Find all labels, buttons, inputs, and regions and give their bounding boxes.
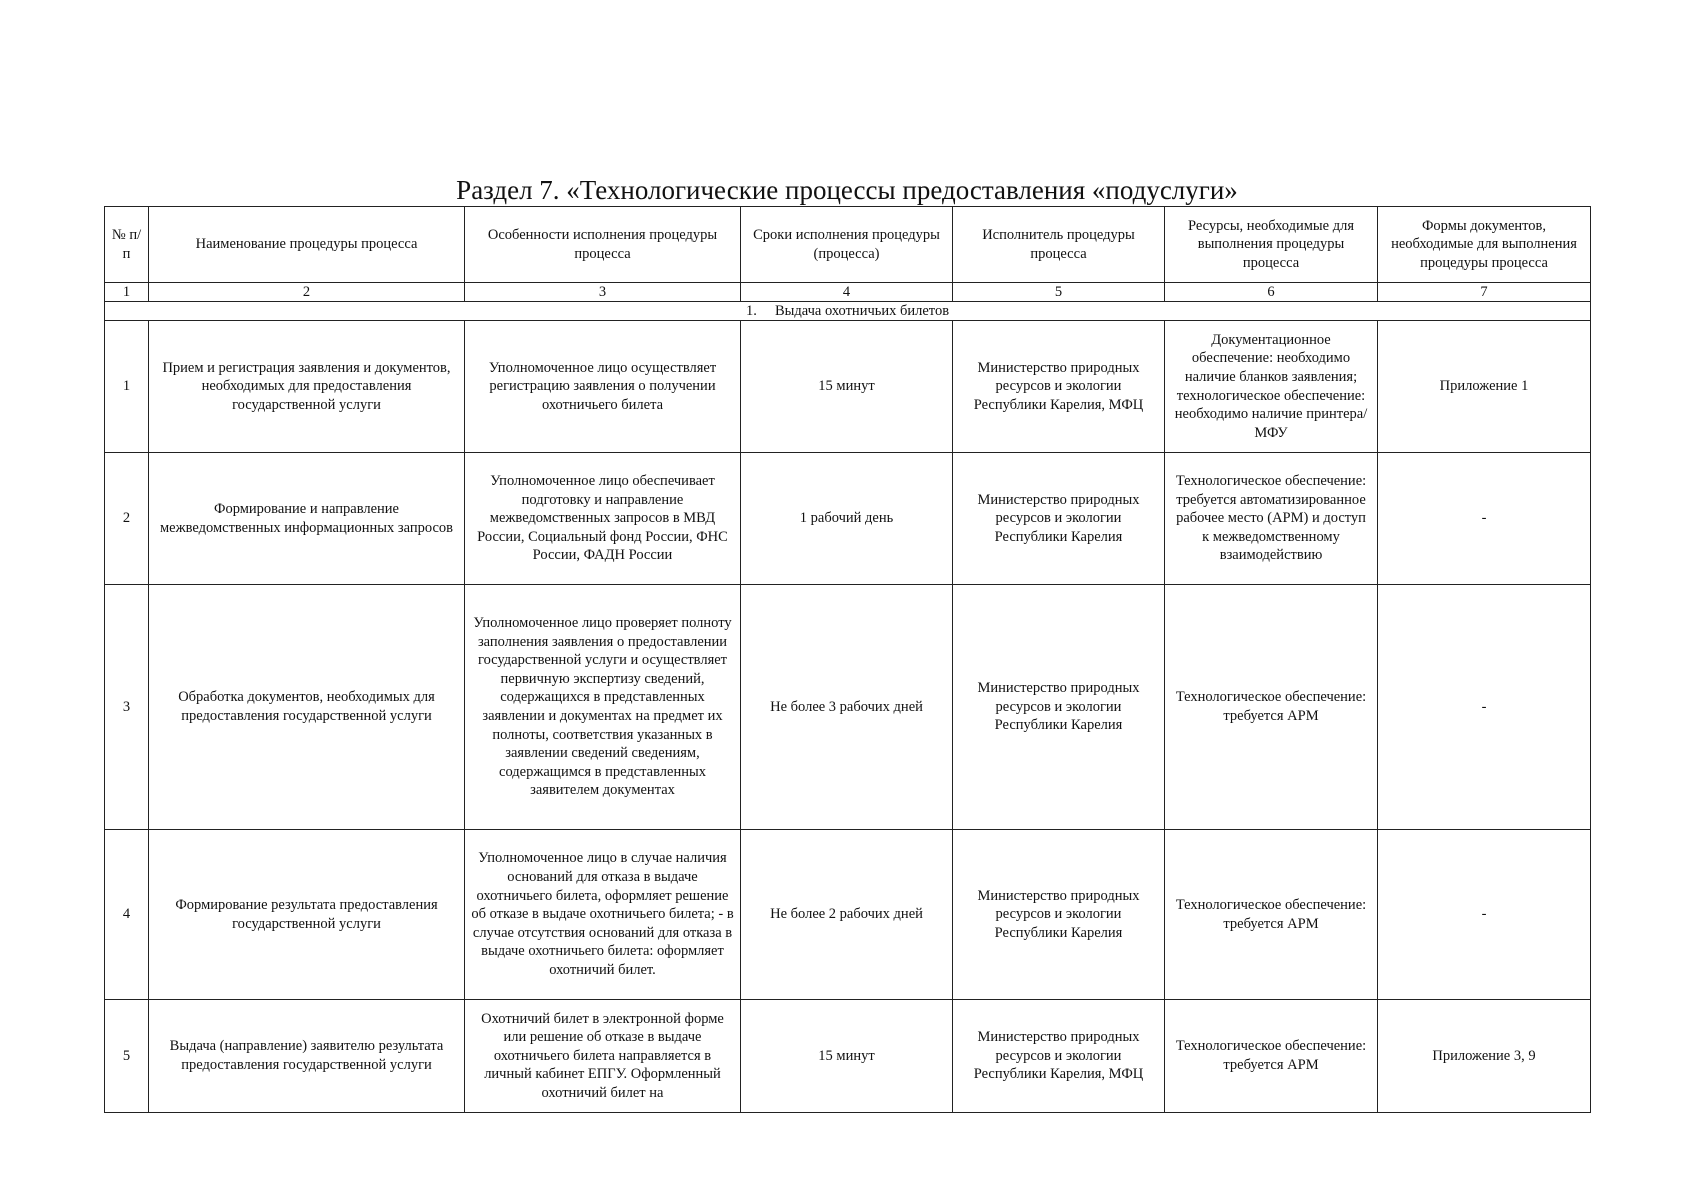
column-number: 1 [105,283,149,302]
row-resources: Документационное обеспечение: необходимо наличие бланков заявления; технологическое обеспечение: необходимо наличие принтера/МФУ [1165,321,1378,453]
row-resources: Технологическое обеспечение: требуется автоматизированное рабочее место (АРМ) и доступ к межведомственному взаимодействию [1165,453,1378,585]
header-row [105,207,1591,283]
row-name: Выдача (направление) заявителю результата предоставления государственной услуги [149,1000,465,1113]
table-row [105,585,1591,830]
row-resources: Технологическое обеспечение: требуется АРМ [1165,830,1378,1000]
column-number: 5 [953,283,1165,302]
header-cell-term: Сроки исполнения процедуры (процесса) [741,207,953,283]
header-cell-forms: Формы документов, необходимые для выполнения процедуры процесса [1378,207,1591,283]
row-features: Уполномоченное лицо проверяет полноту заполнения заявления о предоставлении государственной услуги и осуществляет первичную экспертизу сведений, содержащихся в представленных заявлении и документах на предмет их полноты, соответствия указанных в заявлении сведений сведениям, содержащимся в представленных заявителем документах [465,585,741,830]
section-title: 1. Выдача охотничьих билетов [105,302,1591,321]
row-num: 2 [105,453,149,585]
table-row [105,830,1591,1000]
process-table [104,206,1591,1113]
row-resources: Технологическое обеспечение: требуется АРМ [1165,585,1378,830]
row-term: Не более 3 рабочих дней [741,585,953,830]
header-cell-num: № п/п [105,207,149,283]
row-name: Прием и регистрация заявления и документов, необходимых для предоставления государственной услуги [149,321,465,453]
row-features: Охотничий билет в электронной форме или решение об отказе в выдаче охотничьего билета направляется в личный кабинет ЕПГУ. Оформленный охотничий билет на [481,1010,724,1101]
table-row [105,321,1591,453]
row-name: Формирование результата предоставления государственной услуги [149,830,465,1000]
row-executor: Министерство природных ресурсов и экологии Республики Карелия [953,830,1165,1000]
column-number: 7 [1378,283,1591,302]
row-features: Уполномоченное лицо в случае наличия оснований для отказа в выдаче охотничьего билета, оформляет решение об отказе в выдаче охотничьего билета; - в случае отсутствия оснований для отказа в выдаче охотничьего билета: оформляет охотничий билет. [465,830,741,1000]
row-term: 1 рабочий день [741,453,953,585]
row-features-cell [465,1000,741,1113]
header-cell-features: Особенности исполнения процедуры процесса [465,207,741,283]
section-row [105,302,1591,321]
row-forms: Приложение 3, 9 [1378,1000,1591,1113]
row-resources: Технологическое обеспечение: требуется АРМ [1165,1000,1378,1113]
row-term: Не более 2 рабочих дней [741,830,953,1000]
column-number: 3 [465,283,741,302]
page-title: Раздел 7. «Технологические процессы предоставления «подуслуги» [456,175,1238,205]
column-number: 2 [149,283,465,302]
header-cell-name: Наименование процедуры процесса [149,207,465,283]
row-num: 5 [105,1000,149,1113]
column-number: 6 [1165,283,1378,302]
column-number-row [105,283,1591,302]
header-cell-executor: Исполнитель процедуры процесса [953,207,1165,283]
row-num: 3 [105,585,149,830]
row-features: Уполномоченное лицо осуществляет регистрацию заявления о получении охотничьего билета [465,321,741,453]
row-forms: - [1378,830,1591,1000]
row-forms: Приложение 1 [1378,321,1591,453]
row-name: Обработка документов, необходимых для предоставления государственной услуги [149,585,465,830]
row-features: Уполномоченное лицо обеспечивает подготовку и направление межведомственных запросов в МВД России, Социальный фонд России, ФНС России, ФАДН России [465,453,741,585]
column-number: 4 [741,283,953,302]
row-forms: - [1378,585,1591,830]
table-row [105,453,1591,585]
row-executor: Министерство природных ресурсов и экологии Республики Карелия [953,585,1165,830]
table-row [105,1000,1591,1113]
row-num: 4 [105,830,149,1000]
row-forms: - [1378,453,1591,585]
row-term: 15 минут [741,321,953,453]
header-cell-resources: Ресурсы, необходимые для выполнения процедуры процесса [1165,207,1378,283]
row-name: Формирование и направление межведомственных информационных запросов [149,453,465,585]
row-executor: Министерство природных ресурсов и экологии Республики Карелия [953,453,1165,585]
row-executor: Министерство природных ресурсов и экологии Республики Карелия, МФЦ [953,1000,1165,1113]
row-num: 1 [105,321,149,453]
row-term: 15 минут [741,1000,953,1113]
row-executor: Министерство природных ресурсов и экологии Республики Карелия, МФЦ [953,321,1165,453]
